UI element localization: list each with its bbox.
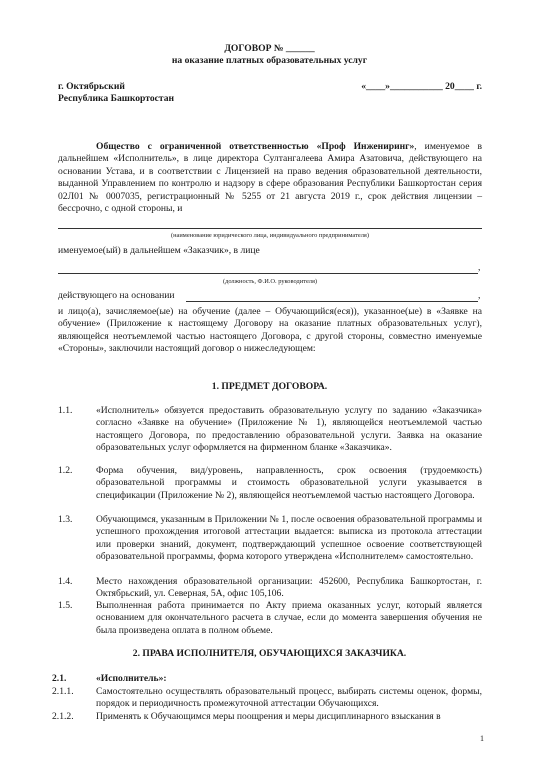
item-number: 1.5. [58, 600, 73, 611]
item-text: Место нахождения образовательной организации: 452600, Республика Башкортостан, г. Октябрьский, ул. Северная, 5А, офис 105,106. [96, 576, 482, 600]
item-number: 1.1. [58, 405, 73, 416]
item-text: Самостоятельно осуществлять образовательный процесс, выбирать системы оценок, формы, порядок и периодичность промежуточной аттестации Обучающихся. [96, 686, 482, 710]
item-number: 2.1.1. [52, 686, 74, 697]
item-number: 1.2. [58, 465, 73, 476]
region-label: Республика Башкортостан [58, 93, 175, 104]
city-label: г. Октябрьский [58, 81, 125, 92]
preamble-paragraph [58, 141, 482, 215]
item-text: Применять к Обучающимся меры поощрения и меры дисциплинарного взыскания в [96, 711, 441, 722]
caption-position: (должность, Ф.И.О. руководителя) [222, 278, 318, 285]
item-number: 1.3. [58, 514, 73, 525]
customer-org-blank-line [58, 228, 482, 229]
comma-mark-2: , [478, 290, 481, 301]
position-blank-line [58, 273, 478, 274]
executor-org-name: Общество с ограниченной ответственностью «Проф Инжениринг» [96, 141, 415, 152]
item-text: Выполненная работа принимается по Акту приема оказанных услуг, который является основанием для окончательного расчета в случае, если до момента завершения обучения не была произведена оплата в полном объеме. [96, 600, 482, 636]
contract-subtitle: на оказание платных образовательных услуг [171, 55, 368, 66]
item-text: Обучающимся, указанным в Приложении № 1, после освоения образовательной программы и успешного прохождения итоговой аттестации выдается: выписка из протокола аттестации или проверки знаний, документ, подтверждающий успешное освоение соответствующей образовательной программы, форма которого утверждена «Исполнителем» самостоятельно. [96, 514, 482, 563]
contract-date: «____»___________ 20____ г. [361, 81, 482, 92]
preamble-text: , именуемое в дальнейшем «Исполнитель», в лице директора Султангалеева Амира Азатовича, действующего на основании Устава, и в соответствии с Лицензией на право ведения образовательной деятельности, выданной Управлением по контролю и надзору в сфере образования Республики Башкортостан серия 02Л01 № 0007035, регистрационный № 5255 от 21 августа 2019 г., срок действия лицензии – бессрочно, с одной стороны, и [58, 141, 482, 215]
customer-text: именуемое(ый) в дальнейшем «Заказчик», в лице [58, 245, 260, 256]
acting-basis-text: действующего на основании [58, 290, 175, 301]
page-number: 1 [480, 734, 484, 743]
subsection-title: «Исполнитель»: [96, 673, 167, 684]
caption-org: (наименование юридического лица, индивидуального предпринимателя) [171, 232, 369, 239]
acting-basis-blank-line [186, 301, 478, 302]
subsection-number: 2.1. [52, 673, 67, 684]
contract-title: ДОГОВОР № ______ [224, 43, 315, 54]
item-text: Форма обучения, вид/уровень, направленность, срок освоения (трудоемкость) образовательной программы и стоимость образовательной услуги указывается в спецификации (Приложение № 2), являющейся неотъемлемой частью настоящего Договора. [96, 465, 482, 501]
item-text: «Исполнитель» обязуется предоставить образовательную услугу по заданию «Заказчика» согласно «Заявке на обучение» (Приложение № 1), являющейся неотъемлемой частью настоящего Договора, по предоставлению образовательной услуги. Заявка на оказание образовательных услуг оформляется на фирменном бланке «Заказчика». [96, 405, 482, 454]
section2-heading: 2. ПРАВА ИСПОЛНИТЕЛЯ, ОБУЧАЮЩИХСЯ ЗАКАЗЧИКА. [132, 648, 407, 659]
comma-mark: , [478, 262, 481, 273]
item-number: 2.1.2. [52, 711, 74, 722]
persons-paragraph: и лицо(а), зачисляемое(ые) на обучение (далее – Обучающийся(еся)), указанное(ые) в «Заявке на обучение» (Приложение к настоящему Договору на оказание платных образовательных услуг), являющейся неотъемлемой частью настоящего Договора, с другой стороны, совместно именуемые «Стороны», заключили настоящий договор о нижеследующем: [58, 306, 482, 355]
section1-heading: 1. ПРЕДМЕТ ДОГОВОРА. [211, 381, 328, 392]
item-number: 1.4. [58, 576, 73, 587]
